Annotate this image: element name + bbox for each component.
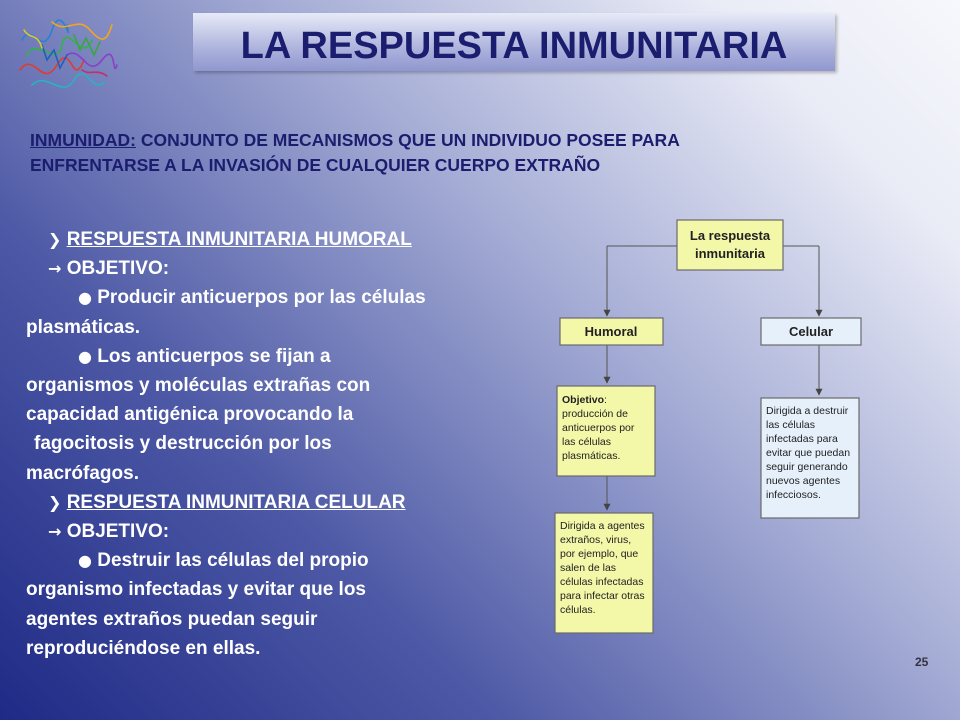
bullet-icon: ●: [78, 288, 92, 308]
humoral-objective-line: plasmáticas.: [562, 450, 621, 462]
humoral-point-2-text-a: Los anticuerpos se fijan a: [97, 345, 331, 367]
diagram-node-humoral-objective: [557, 386, 655, 476]
objective-line-humoral: [26, 254, 506, 283]
chevron-right-icon: ❯: [48, 492, 62, 512]
celular-description-line: infecciosos.: [766, 489, 821, 501]
arrow-right-icon: →: [48, 522, 62, 542]
definition-block: [30, 128, 940, 178]
humoral-target-line: salen de las: [560, 562, 617, 574]
left-text-block: [26, 225, 506, 663]
celular-description-line: Dirigida a destruir: [766, 405, 849, 417]
humoral-objective-line: las células: [562, 436, 612, 448]
humoral-objective-line: anticuerpos por: [562, 422, 635, 434]
humoral-objective-line: producción de: [562, 408, 628, 420]
immune-response-diagram: [545, 212, 875, 642]
humoral-heading: RESPUESTA INMUNITARIA HUMORAL: [66, 229, 412, 250]
humoral-objective-colon: :: [604, 394, 607, 406]
bullet-icon: ●: [78, 346, 92, 366]
humoral-point-2-line-1: [26, 342, 506, 371]
humoral-target-line: para infectar otras: [560, 590, 645, 602]
chevron-right-icon: ❯: [48, 230, 62, 249]
celular-point-1-line-1: [26, 546, 506, 575]
diagram-node-humoral-target: [555, 513, 653, 633]
title-banner: [193, 13, 835, 71]
humoral-point-2-line-4: fagocitosis y destrucción por los: [34, 433, 332, 455]
celular-point-1-line-2: organismo infectadas y evitar que los: [26, 579, 366, 601]
celular-heading-line: [26, 488, 506, 517]
humoral-point-1-line-1: [26, 283, 506, 312]
diagram-node-celular: [761, 318, 861, 345]
celular-description-line: seguir generando: [766, 461, 848, 473]
root-label-line-2: inmunitaria: [694, 246, 766, 261]
humoral-point-2-line-2: organismos y moléculas extrañas con: [26, 375, 371, 397]
humoral-point-1-text-a: Producir anticuerpos por las células: [97, 287, 426, 309]
humoral-target-line: por ejemplo, que: [560, 548, 639, 560]
page-number: 25: [915, 655, 929, 669]
humoral-objective-label: Objetivo: [562, 394, 605, 406]
definition-line-1: [30, 128, 940, 153]
celular-point-1-line-4: reproduciéndose en ellas.: [26, 637, 261, 659]
celular-point-1-line-3: agentes extraños puedan seguir: [26, 608, 318, 630]
definition-text-2: ENFRENTARSE A LA INVASIÓN DE CUALQUIER CUERPO EXTRAÑO: [30, 155, 601, 175]
humoral-target-line: células infectadas: [560, 576, 644, 588]
humoral-objective-title: [562, 394, 607, 406]
celular-node-label: Celular: [788, 324, 834, 339]
definition-term: INMUNIDAD:: [30, 130, 136, 150]
protein-structure-image: [12, 10, 122, 102]
celular-description-line: las células: [766, 419, 816, 431]
humoral-point-2-line-3: capacidad antigénica provocando la: [26, 404, 354, 426]
humoral-heading-line: [26, 225, 506, 254]
humoral-node-label: Humoral: [584, 324, 638, 339]
page-title: LA RESPUESTA INMUNITARIA: [240, 25, 788, 67]
objective-label-celular: OBJETIVO:: [66, 521, 170, 543]
arrow-right-icon: →: [48, 259, 62, 279]
humoral-target-line: extraños, virus,: [560, 534, 632, 546]
celular-description-line: nuevos agentes: [766, 475, 841, 487]
humoral-target-line: Dirigida a agentes: [560, 520, 645, 532]
objective-label-humoral: OBJETIVO:: [66, 258, 170, 280]
diagram-node-celular-description: [761, 398, 859, 518]
diagram-node-root: [677, 220, 783, 270]
celular-heading: RESPUESTA INMUNITARIA CELULAR: [66, 491, 406, 513]
root-label-line-1: La respuesta: [689, 228, 771, 243]
bullet-icon: ●: [78, 551, 92, 571]
diagram-node-humoral: [560, 318, 663, 345]
humoral-point-2-line-5: macrófagos.: [26, 462, 139, 484]
humoral-target-line: células.: [560, 604, 596, 616]
objective-line-celular: [26, 517, 506, 546]
celular-point-1-text-a: Destruir las células del propio: [97, 550, 369, 572]
celular-description-line: infectadas para: [766, 433, 838, 445]
definition-text-1: CONJUNTO DE MECANISMOS QUE UN INDIVIDUO POSEE PARA: [135, 130, 680, 150]
humoral-point-1-line-2: plasmáticas.: [26, 316, 141, 338]
celular-description-line: evitar que puedan: [766, 447, 851, 459]
